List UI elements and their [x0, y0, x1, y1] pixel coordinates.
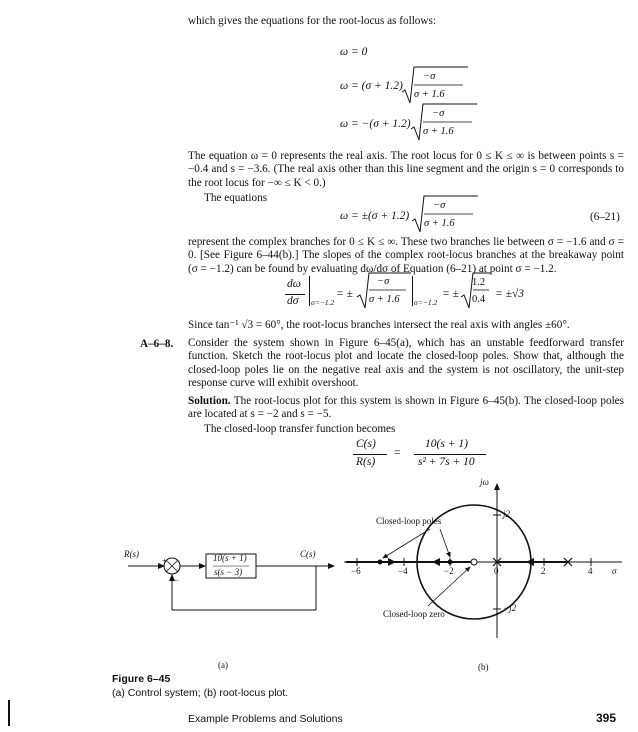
radical-sign — [410, 103, 478, 143]
tick-label: 4 — [588, 566, 593, 576]
eq5-mid: = ± — [336, 288, 353, 300]
closed-loop-poles-label: Closed-loop poles — [376, 516, 442, 526]
paragraph-the-equations: The equations — [204, 192, 268, 204]
tick-label: −2 — [444, 566, 454, 576]
fraction-line — [414, 454, 486, 455]
zero-marker — [471, 559, 477, 565]
intro-text: which gives the equations for the root-locus as follows: — [188, 15, 436, 27]
margin-rule — [8, 700, 10, 726]
eq6-lnum: C(s) — [356, 438, 376, 450]
jw-label: jω — [480, 477, 489, 487]
equation-omega-zero: ω = 0 — [340, 46, 368, 58]
radical-sign — [356, 272, 412, 312]
radical-sign — [401, 66, 469, 106]
figure-a-label: (a) — [218, 660, 228, 670]
paragraph-angles: Since tan⁻¹ √3 = 60°, the root-locus branches intersect the real axis with angles ±60°. — [188, 319, 570, 331]
eq5-n3: 1.2 — [472, 277, 486, 288]
eq5-sub1: σ=−1.2 — [311, 298, 335, 307]
eq4-denominator: σ + 1.6 — [424, 218, 455, 229]
eq4-numerator: −σ — [433, 200, 446, 211]
block-diagram — [120, 530, 340, 630]
tick-label: 2 — [541, 566, 546, 576]
input-label: R(s) — [124, 549, 139, 559]
paragraph-complex-branches: represent the complex branches for 0 ≤ K ≤ ∞. These two branches lie between σ = −1.6 and σ = 0. [See Figure 6–44(b).] The slopes of the complex root-locus branches at the breakaway point (σ = −1.2) can be found by evaluating dω/dσ of Equation (6–21) at point σ = −1.2. — [188, 236, 624, 275]
radical-sign — [411, 195, 479, 235]
equation-number: (6–21) — [590, 211, 620, 223]
eq2-numerator: −σ — [423, 71, 436, 82]
plus-sign: + — [162, 556, 168, 566]
tick-label: −4 — [398, 566, 408, 576]
radical-sign — [460, 272, 492, 312]
minus-sign: − — [174, 575, 180, 585]
tick-label: 0 — [494, 566, 499, 576]
eq4-left: ω = ±(σ + 1.2) — [340, 210, 410, 222]
eq2-denominator: σ + 1.6 — [414, 89, 445, 100]
evaluation-bar — [309, 276, 310, 306]
fraction-line — [353, 454, 387, 455]
figure-caption-text: (a) Control system; (b) root-locus plot. — [112, 687, 289, 699]
closed-loop-zero-label: Closed-loop zero — [383, 609, 445, 619]
eq6-rnum: 10(s + 1) — [425, 438, 468, 450]
paragraph-transfer-function: The closed-loop transfer function becomes — [204, 423, 396, 435]
paragraph-real-axis: The equation ω = 0 represents the real axis. The root locus for 0 ≤ K ≤ ∞ is between points s = −0.4 and s = −3.6. (The real axis other than this line segment and the origin s = 0 corresponds to the root locus for −∞ ≤ K < 0.) — [188, 150, 624, 189]
eq5-dw: dω — [287, 278, 301, 290]
eq5-sub2: σ=−1.2 — [414, 298, 438, 307]
eq3-denominator: σ + 1.6 — [423, 126, 454, 137]
figure-b-label: (b) — [478, 662, 489, 672]
j2-label: j2 — [503, 509, 511, 519]
footer-section-title: Example Problems and Solutions — [188, 713, 343, 725]
closed-loop-pole — [448, 560, 453, 565]
solution-paragraph — [188, 395, 624, 422]
eq5-end: = ±√3 — [495, 288, 525, 300]
figure-caption-title: Figure 6–45 — [112, 673, 171, 685]
evaluation-bar — [412, 276, 413, 306]
closed-loop-pole — [378, 560, 383, 565]
block-numerator: 10(s + 1) — [213, 553, 247, 563]
eq3-left: ω = −(σ + 1.2) — [340, 118, 411, 130]
solution-label: Solution. — [188, 395, 231, 407]
minus-j2-label: −j2 — [503, 603, 517, 613]
problem-text: Consider the system shown in Figure 6–45(a), which has an unstable feedforward transfer function. Sketch the root-locus plot and locate the closed-loop poles. Show that, although the closed-loop poles lie on the negative real axis and the system is not oscillatory, the unit-step response curve will exhibit overshoot. — [188, 337, 624, 390]
eq2-left: ω = (σ + 1.2) — [340, 80, 403, 92]
eq5-ds: dσ — [287, 295, 299, 307]
root-locus-plot — [340, 478, 630, 648]
problem-label: A–6–8. — [140, 338, 174, 350]
solution-text: The root-locus plot for this system is shown in Figure 6–45(b). The closed-loop poles are located at s = −2 and s = −5. — [188, 395, 624, 421]
eq6-rden: s² + 7s + 10 — [418, 456, 475, 468]
sigma-label: σ — [612, 566, 617, 576]
eq3-numerator: −σ — [432, 108, 445, 119]
eq6-lden: R(s) — [356, 456, 376, 468]
page-number: 395 — [596, 711, 617, 725]
tick-label: −6 — [351, 566, 361, 576]
eq5-den: σ + 1.6 — [369, 294, 400, 305]
block-denominator: s(s − 3) — [214, 567, 243, 577]
eq5-num: −σ — [377, 276, 390, 287]
eq5-mid2: = ± — [442, 288, 459, 300]
eq5-d3: 0.4 — [472, 294, 486, 305]
output-label: C(s) — [300, 549, 316, 559]
eq6-eq: = — [394, 447, 401, 459]
